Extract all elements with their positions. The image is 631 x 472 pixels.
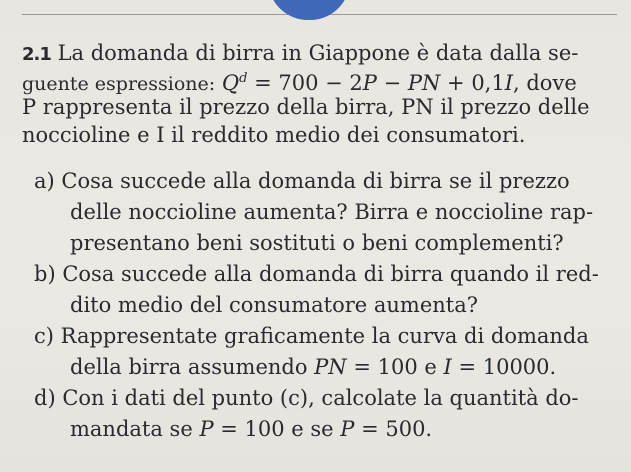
question-a-line-2: delle noccioline aumenta? Birra e noccioline rap- xyxy=(70,200,594,224)
intro-line-2: guente espressione: $Q^d = 700 - 2P$ − PN + 0,1I, dove xyxy=(22,71,577,95)
question-a-line-3: presentano beni sostituti o beni complementi? xyxy=(70,231,564,255)
exercise-number: 2.1 xyxy=(22,44,51,65)
question-b-line-1: b) Cosa succede alla domanda di birra quando il red- xyxy=(34,262,599,286)
question-a-line-1: a) Cosa succede alla domanda di birra se il prezzo xyxy=(34,169,570,193)
question-c-line-1: c) Rappresentate graficamente la curva di domanda xyxy=(34,324,589,348)
question-b-line-2: dito medio del consumatore aumenta? xyxy=(70,293,479,317)
blue-tab xyxy=(268,0,350,20)
question-c-line-2: della birra assumendo PN = 100 e I = 10000. xyxy=(70,355,557,379)
demand-equation: $Q^d = 700 - 2P$ − PN + 0,1I xyxy=(221,71,514,95)
intro-line-3: P rappresenta il prezzo della birra, PN il prezzo delle xyxy=(22,95,590,119)
question-d-line-1: d) Con i dati del punto (c), calcolate la quantità do- xyxy=(34,386,579,410)
intro-line-1: 2.1 La domanda di birra in Giappone è data dalla se- xyxy=(22,41,579,65)
question-d-line-2: mandata se P = 100 e se P = 500. xyxy=(70,417,433,441)
intro-line-4: noccioline e I il reddito medio dei consumatori. xyxy=(22,123,526,147)
